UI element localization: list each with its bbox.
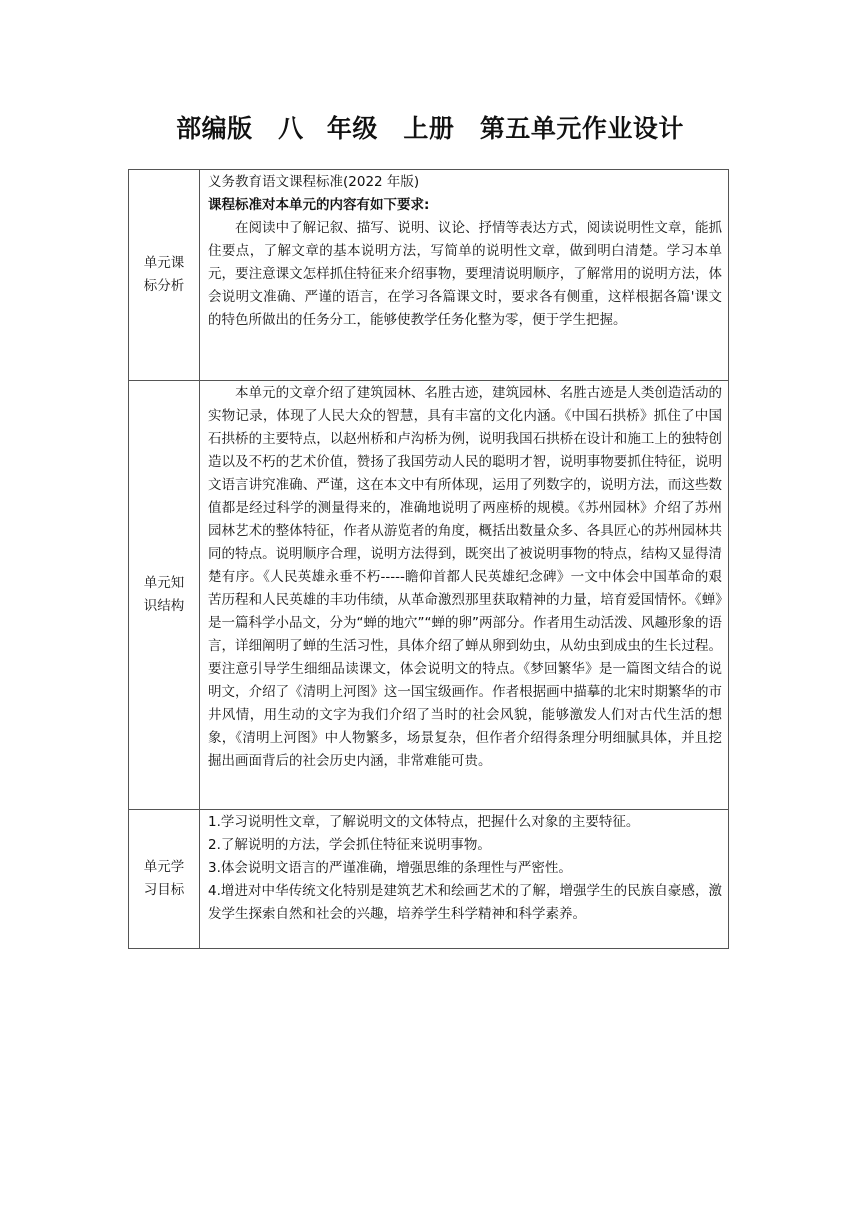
learning-goal-item: 4.增进对中华传统文化特别是建筑艺术和绘画艺术的了解，增强学生的民族自豪感，激发学生探索自然和社会的兴趣，培养学生科学精神和科学素养。 <box>208 883 722 922</box>
standard-analysis-content <box>200 170 729 381</box>
learning-goal-item: 1.学习说明性文章，了解说明文的文体特点，把握什么对象的主要特征。 <box>208 814 640 830</box>
knowledge-structure-content <box>200 381 729 810</box>
document-title: 部编版 八 年级 上册 第五单元作业设计 <box>176 114 684 143</box>
requirement-heading: 课程标准对本单元的内容有如下要求: <box>208 197 430 213</box>
row-label-learning-goals: 单元学习目标 <box>143 859 185 898</box>
table-row-standard-analysis <box>129 170 729 381</box>
row-label-cell <box>129 810 200 949</box>
row-label-cell <box>129 170 200 381</box>
learning-goal-item: 3.体会说明文语言的严谨准确，增强思维的条理性与严密性。 <box>208 860 572 876</box>
table-row-learning-goals <box>129 810 729 949</box>
learning-goals-content <box>200 810 729 949</box>
curriculum-standard-name: 义务教育语文课程标准(2022 年版) <box>208 174 420 190</box>
row-label-standard-analysis: 单元课标分析 <box>143 255 185 294</box>
row-label-cell <box>129 381 200 810</box>
table-row-knowledge-structure <box>129 381 729 810</box>
standard-analysis-paragraph: 在阅读中了解记叙、描写、说明、议论、抒情等表达方式，阅读说明性文章，能抓住要点，了解文章的基本说明方法，写简单的说明性文章，做到明白清楚。学习本单元，要注意课文怎样抓住特征来介绍事物，要理清说明顺序，了解常用的说明方法，体会说明文准确、严谨的语言，在学习各篇课文时，要求各有侧重，这样根据各篇'课文的特色所做出的任务分工，能够使教学任务化整为零，便于学生把握。 <box>208 220 722 328</box>
learning-goal-item: 2.了解说明的方法，学会抓住特征来说明事物。 <box>208 837 491 853</box>
unit-design-table <box>128 169 729 949</box>
knowledge-structure-paragraph: 本单元的文章介绍了建筑园林、名胜古迹，建筑园林、名胜古迹是人类创造活动的实物记录，体现了人民大众的智慧，具有丰富的文化内涵。《中国石拱桥》抓住了中国石拱桥的主要特点，以赵州桥和卢沟桥为例，说明我国石拱桥在设计和施工上的独特创造以及不朽的艺术价值，赞扬了我国劳动人民的聪明才智，说明事物要抓住特征，说明文语言讲究准确、严谨，这在本文中有所体现，运用了列数字的，说明方法，而这些数值都是经过科学的测量得来的，准确地说明了两座桥的规模。《苏州园林》介绍了苏州园林艺术的整体特征，作者从游览者的角度，概括出数量众多、各具匠心的苏州园林共同的特点。说明顺序合理，说明方法得到，既突出了被说明事物的特点，结构又显得清楚有序。《人民英雄永垂不朽-----瞻仰首都人民英雄纪念碑》一文中体会中国革命的艰苦历程和人民英雄的丰功伟绩，从革命激烈那里获取精神的力量，培育爱国情怀。《蝉》是一篇科学小品文，分为“蝉的地穴”“蝉的卵”两部分。作者用生动活泼、风趣形象的语言，详细阐明了蝉的生活习性，具体介绍了蝉从卵到幼虫，从幼虫到成虫的生长过程。要注意引导学生细细品读课文，体会说明文的特点。《梦回繁华》是一篇图文结合的说明文，介绍了《清明上河图》这一国宝级画作。作者根据画中描摹的北宋时期繁华的市井风情，用生动的文字为我们介绍了当时的社会风貌，能够激发人们对古代生活的想象，《清明上河图》中人物繁多，场景复杂，但作者介绍得条理分明细腻具体，并且挖掘出画面背后的社会历史内涵，非常难能可贵。 <box>208 385 722 769</box>
row-label-knowledge-structure: 单元知识结构 <box>143 575 185 614</box>
